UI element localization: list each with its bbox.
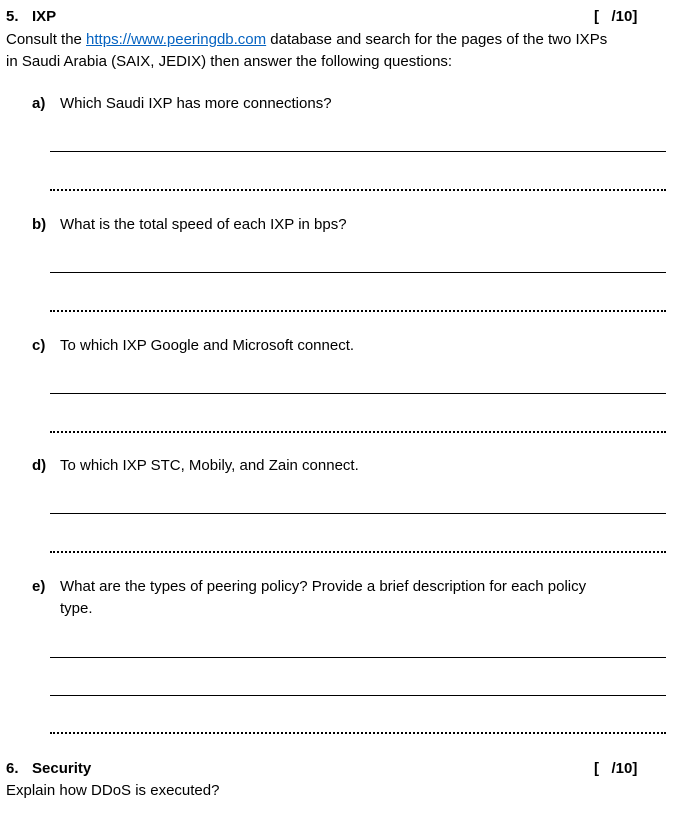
answer-line-d-2[interactable] bbox=[50, 551, 666, 553]
question-e-text-line-2: type. bbox=[60, 600, 93, 617]
intro-text-before: Consult the bbox=[6, 31, 87, 48]
answer-line-e-3[interactable] bbox=[50, 732, 666, 734]
answer-line-c-1[interactable] bbox=[50, 393, 666, 394]
answer-line-c-2[interactable] bbox=[50, 431, 666, 433]
intro-text-after: database and search for the pages of the two IXPs bbox=[266, 31, 608, 48]
answer-line-e-1[interactable] bbox=[50, 657, 666, 658]
question-b-label: b) bbox=[32, 216, 47, 233]
question-c-label: c) bbox=[32, 337, 46, 354]
answer-line-e-2[interactable] bbox=[50, 695, 666, 696]
answer-line-a-2[interactable] bbox=[50, 189, 666, 191]
section-5-number: 5. bbox=[6, 8, 19, 25]
peeringdb-link[interactable]: https://www.peeringdb.com bbox=[86, 31, 267, 48]
question-e-text: What are the types of peering policy? Provide a brief description for each policy bbox=[60, 578, 587, 595]
question-a-text: Which Saudi IXP has more connections? bbox=[60, 95, 332, 112]
section-5-title: IXP bbox=[32, 8, 57, 25]
answer-line-a-1[interactable] bbox=[50, 151, 666, 152]
section-5-intro bbox=[6, 31, 607, 48]
answer-line-b-2[interactable] bbox=[50, 310, 666, 312]
section-6-number: 6. bbox=[6, 760, 19, 777]
question-e-label: e) bbox=[32, 578, 46, 595]
section-5-intro-line-2: in Saudi Arabia (SAIX, JEDIX) then answer the following questions: bbox=[6, 53, 453, 70]
answer-line-b-1[interactable] bbox=[50, 272, 666, 273]
question-d-label: d) bbox=[32, 457, 47, 474]
section-5-score: [ /10] bbox=[594, 8, 638, 25]
section-6-score: [ /10] bbox=[594, 760, 638, 777]
section-6-question: Explain how DDoS is executed? bbox=[6, 782, 220, 799]
question-b-text: What is the total speed of each IXP in bps? bbox=[60, 216, 347, 233]
question-d-text: To which IXP STC, Mobily, and Zain connect. bbox=[60, 457, 359, 474]
question-a-label: a) bbox=[32, 95, 46, 112]
question-c-text: To which IXP Google and Microsoft connect. bbox=[60, 337, 355, 354]
answer-line-d-1[interactable] bbox=[50, 513, 666, 514]
section-6-title: Security bbox=[32, 760, 92, 777]
